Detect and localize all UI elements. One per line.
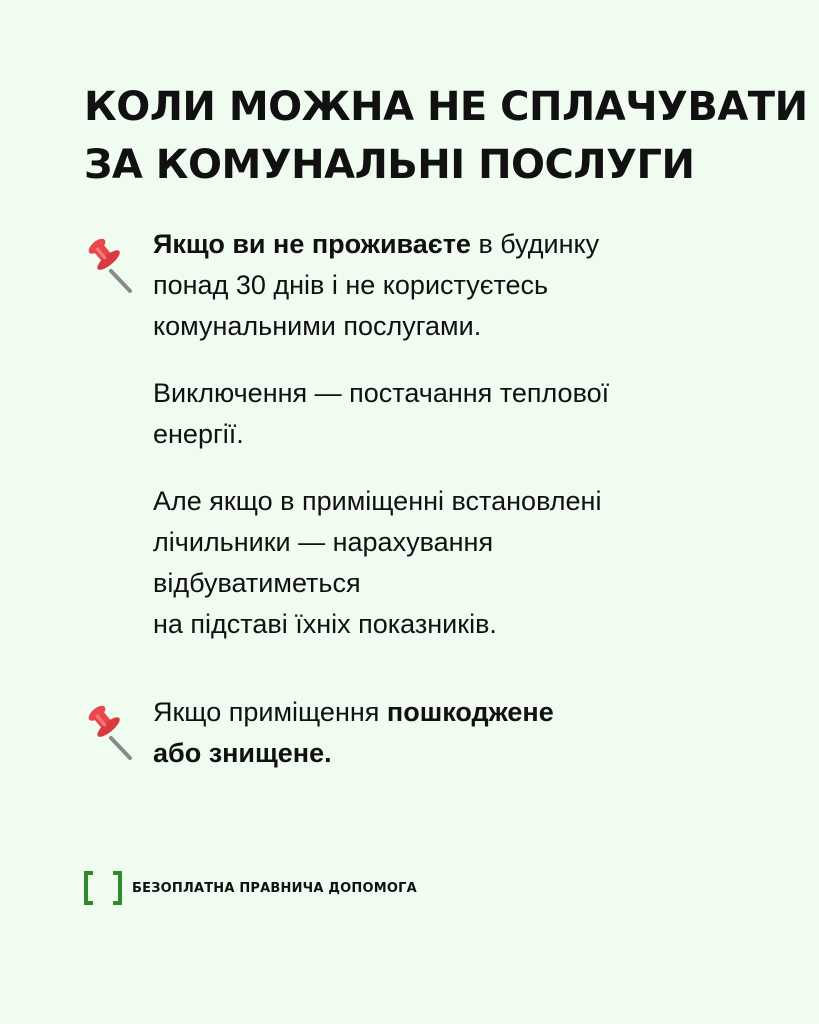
meters-line-3: відбуватиметься xyxy=(153,568,361,598)
item-not-living-line-2: понад 30 днів і не користуєтесь xyxy=(153,270,549,300)
item-not-living-line-1-rest: в будинку xyxy=(470,229,600,259)
item-not-living-line-1 xyxy=(153,224,773,265)
item-not-living xyxy=(153,224,773,347)
exception-line-2: енергії. xyxy=(153,419,244,449)
org-name: БЕЗОПЛАТНА ПРАВНИЧА ДОПОМОГА xyxy=(132,880,417,896)
exception-line-1: Виключення — постачання теплової xyxy=(153,378,610,408)
bracket-logo-icon xyxy=(84,871,122,905)
title-line-1: КОЛИ МОЖНА НЕ СПЛАЧУВАТИ xyxy=(84,84,808,130)
item-damaged-line-2 xyxy=(153,733,773,774)
page-title xyxy=(84,78,808,194)
footer-logo xyxy=(84,871,417,905)
item-not-living-line-3: комунальними послугами. xyxy=(153,311,482,341)
meters-line-4: на підставі їхніх показників. xyxy=(153,609,497,639)
pushpin-icon xyxy=(84,700,136,760)
meters-line-2: лічильники — нарахування xyxy=(153,527,494,557)
meters-line-1: Але якщо в приміщенні встановлені xyxy=(153,486,602,516)
item-not-living-bold: Якщо ви не проживаєте xyxy=(153,229,471,259)
meters-note xyxy=(153,481,773,645)
exception-note xyxy=(153,373,773,455)
item-damaged-line-1 xyxy=(153,692,773,733)
item-damaged xyxy=(153,692,773,774)
title-line-2: ЗА КОМУНАЛЬНІ ПОСЛУГИ xyxy=(84,142,695,188)
item-damaged-bold-2: або знищене. xyxy=(153,738,332,768)
item-damaged-start: Якщо приміщення xyxy=(153,697,387,727)
item-damaged-bold-1: пошкоджене xyxy=(386,697,554,727)
pushpin-icon xyxy=(84,233,136,293)
